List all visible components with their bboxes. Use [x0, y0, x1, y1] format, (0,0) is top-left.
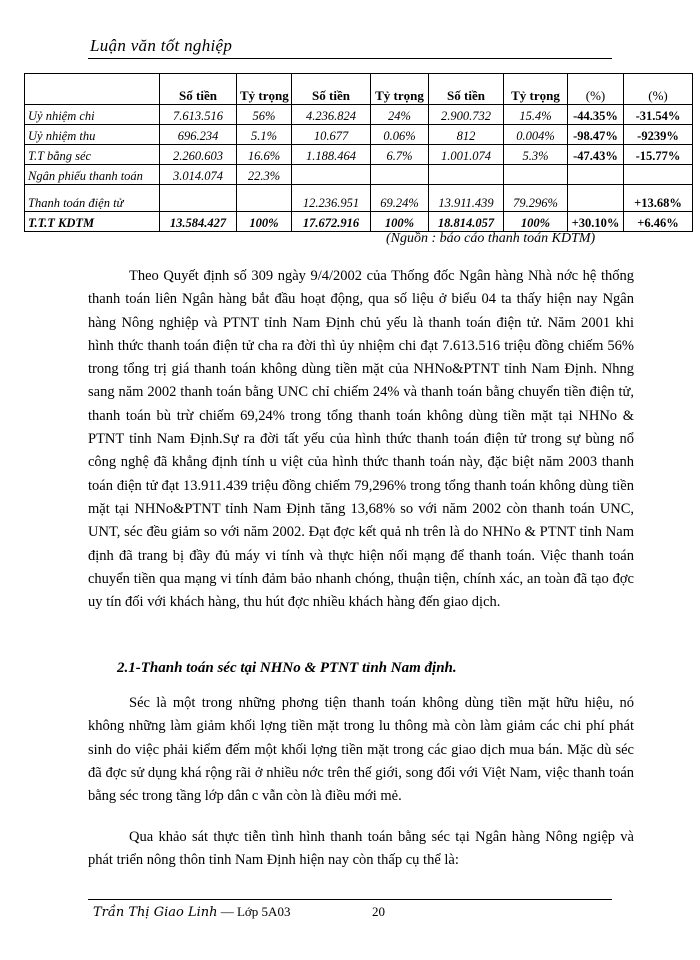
- row-label: T.T bằng séc: [25, 145, 160, 165]
- paragraph-survey: [88, 826, 634, 873]
- table-cell: 56%: [237, 105, 292, 125]
- table-cell: [504, 165, 568, 185]
- table-cell: 1.001.074: [429, 145, 504, 165]
- table-cell: 16.6%: [237, 145, 292, 165]
- paragraph-cheque: [88, 692, 634, 808]
- table-cell: -47.43%: [568, 145, 624, 165]
- table-cell: [160, 185, 237, 212]
- table-cell: [568, 185, 624, 212]
- table-cell: 24%: [371, 105, 429, 125]
- section-heading: 2.1-Thanh toán séc tại NHNo & PTNT tỉnh Nam định.: [117, 660, 457, 676]
- column-header: (%): [568, 74, 624, 105]
- table-row: [25, 165, 693, 185]
- table-cell: 2.260.603: [160, 145, 237, 165]
- row-label: Uỷ nhiệm chi: [25, 105, 160, 125]
- paragraph-text: Theo Quyết định số 309 ngày 9/4/2002 của Thống đốc Ngân hàng Nhà nớc hệ thống thanh toán liên Ngân hàng bắt đầu hoạt động, qua số liệu ở biểu 04 ta thấy hiện nay Ngân hàng Nông nghiệp và PTNT tỉnh Nam Định chủ yếu là thanh toán điện tử. Năm 2001 khi hình thức thanh toán điện tử cha ra đời thì ủy nhiệm chi đạt 7.613.516 triệu đồng chiếm 56% trong tổng trị giá thanh toán không dùng tiền mặt của NHNo&PTNT tỉnh Nam Định. Nhng sang năm 2002 thanh toán bằng UNC chỉ chiếm 24% và thanh toán bằng chuyển tiền điện tử, thanh toán bù trừ chiếm 69,24% trong tổng thanh toán không dùng tiền mặt tại NHNo & PTNT tỉnh Nam Định.Sự ra đời tất yếu của hình thức thanh toán điện tử trong sự bùng nổ công nghệ đã khẳng định tính u việt của hình thức thanh toán này, đặc biệt năm 2003 thanh toán điện tử đạt 13.911.439 triệu đồng chiếm 79,296% trong tổng thanh toán không dùng tiền mặt tại NHNo&PTNT tỉnh Nam Định tăng 13,68% so với năm 2002 còn thanh toán UNC, UNT, séc đều giảm so với năm 2002. Đạt đợc kết quả nh trên là do NHNo & PTNT tỉnh Nam định đã trang bị đầy đủ máy vi tính và thực hiện nối mạng để thanh toán. Việc thanh toán chuyển tiền qua mạng vi tính đảm bảo nhanh chóng, thuận tiện, chính xác, an toàn đã tạo đợc uy tín đối với khách hàng, thu hút đợc nhiều khách hàng đến giao dịch.: [88, 268, 634, 611]
- table-cell: 0.06%: [371, 125, 429, 145]
- table-cell: [429, 165, 504, 185]
- table-cell: 18.814.057: [429, 212, 504, 232]
- class-label: — Lớp 5A03: [220, 904, 291, 919]
- table-cell: +13.68%: [624, 185, 693, 212]
- table-cell: 6.7%: [371, 145, 429, 165]
- table-cell: 3.014.074: [160, 165, 237, 185]
- table-cell: 12.236.951: [292, 185, 371, 212]
- table-cell: 0.004%: [504, 125, 568, 145]
- table-cell: 4.236.824: [292, 105, 371, 125]
- table-total-row: [25, 212, 693, 232]
- row-label: T.T.T KDTM: [25, 212, 160, 232]
- table-cell: 5.3%: [504, 145, 568, 165]
- table-cell: 7.613.516: [160, 105, 237, 125]
- paragraph-text: Qua khảo sát thực tiễn tình hình thanh toán bằng séc tại Ngân hàng Nông ngiệp và phát triển nông thôn tỉnh Nam Định hiện nay còn thấp cụ thể là:: [88, 829, 634, 869]
- table-cell: +6.46%: [624, 212, 693, 232]
- footer-author: [93, 904, 290, 920]
- payment-statistics-table: [24, 73, 693, 232]
- table-cell: 100%: [237, 212, 292, 232]
- table-cell: -31.54%: [624, 105, 693, 125]
- paragraph-electronic-payment: [88, 265, 634, 614]
- table-cell: 79.296%: [504, 185, 568, 212]
- table-cell: -9239%: [624, 125, 693, 145]
- column-header: Số tiền: [160, 74, 237, 105]
- paragraph-text: Séc là một trong những phơng tiện thanh toán không dùng tiền mặt hữu hiệu, nó không những làm giảm khối lợng tiền mặt trong lu thông mà còn làm giảm các chi phí phát sinh do việc phải kiểm đếm một khối lợng tiền mặt trong các giao dịch mua bán. Mặc dù séc đã đợc sử dụng khá rộng rãi ở nhiều nớc trên thế giới, song đối với Việt Nam, việc thanh toán bằng séc trong tầng lớp dân c vẫn còn là điều mới mẻ.: [88, 695, 634, 805]
- column-header: Số tiền: [292, 74, 371, 105]
- row-label: Ngân phiếu thanh toán: [25, 165, 160, 185]
- table-cell: [292, 165, 371, 185]
- table-cell: [237, 185, 292, 212]
- author-name: Trần Thị Giao Linh: [93, 905, 218, 920]
- table-row: [25, 125, 693, 145]
- table-cell: -15.77%: [624, 145, 693, 165]
- column-header: Tỷ trọng: [504, 74, 568, 105]
- page-number: 20: [372, 904, 385, 919]
- table-cell: 812: [429, 125, 504, 145]
- table-row: [25, 105, 693, 125]
- table-cell: -98.47%: [568, 125, 624, 145]
- column-header: Tỷ trọng: [371, 74, 429, 105]
- table-row: [25, 145, 693, 165]
- table-cell: 17.672.916: [292, 212, 371, 232]
- table-cell: 15.4%: [504, 105, 568, 125]
- table-header-row: [25, 74, 693, 105]
- column-header: Số tiền: [429, 74, 504, 105]
- table-cell: -44.35%: [568, 105, 624, 125]
- row-label: Uỷ nhiệm thu: [25, 125, 160, 145]
- running-header-title: Luận văn tốt nghiệp: [90, 36, 233, 55]
- table-cell: 13.911.439: [429, 185, 504, 212]
- column-header: [25, 74, 160, 105]
- table-row: [25, 185, 693, 212]
- table-cell: 69.24%: [371, 185, 429, 212]
- table-cell: 100%: [371, 212, 429, 232]
- footer-rule: [88, 899, 612, 900]
- table-cell: [568, 165, 624, 185]
- table-cell: [371, 165, 429, 185]
- table-cell: 22.3%: [237, 165, 292, 185]
- table-cell: 2.900.732: [429, 105, 504, 125]
- table-cell: [624, 165, 693, 185]
- table-cell: 1.188.464: [292, 145, 371, 165]
- table-cell: 13.584.427: [160, 212, 237, 232]
- table-source-note: (Nguồn : báo cáo thanh toán KDTM): [386, 231, 596, 246]
- column-header: Tỷ trọng: [237, 74, 292, 105]
- table-cell: +30.10%: [568, 212, 624, 232]
- table-cell: 5.1%: [237, 125, 292, 145]
- table-cell: 696.234: [160, 125, 237, 145]
- column-header: (%): [624, 74, 693, 105]
- table-cell: 10.677: [292, 125, 371, 145]
- header-rule: [88, 58, 612, 59]
- table-cell: 100%: [504, 212, 568, 232]
- row-label: Thanh toán điện tử: [25, 185, 160, 212]
